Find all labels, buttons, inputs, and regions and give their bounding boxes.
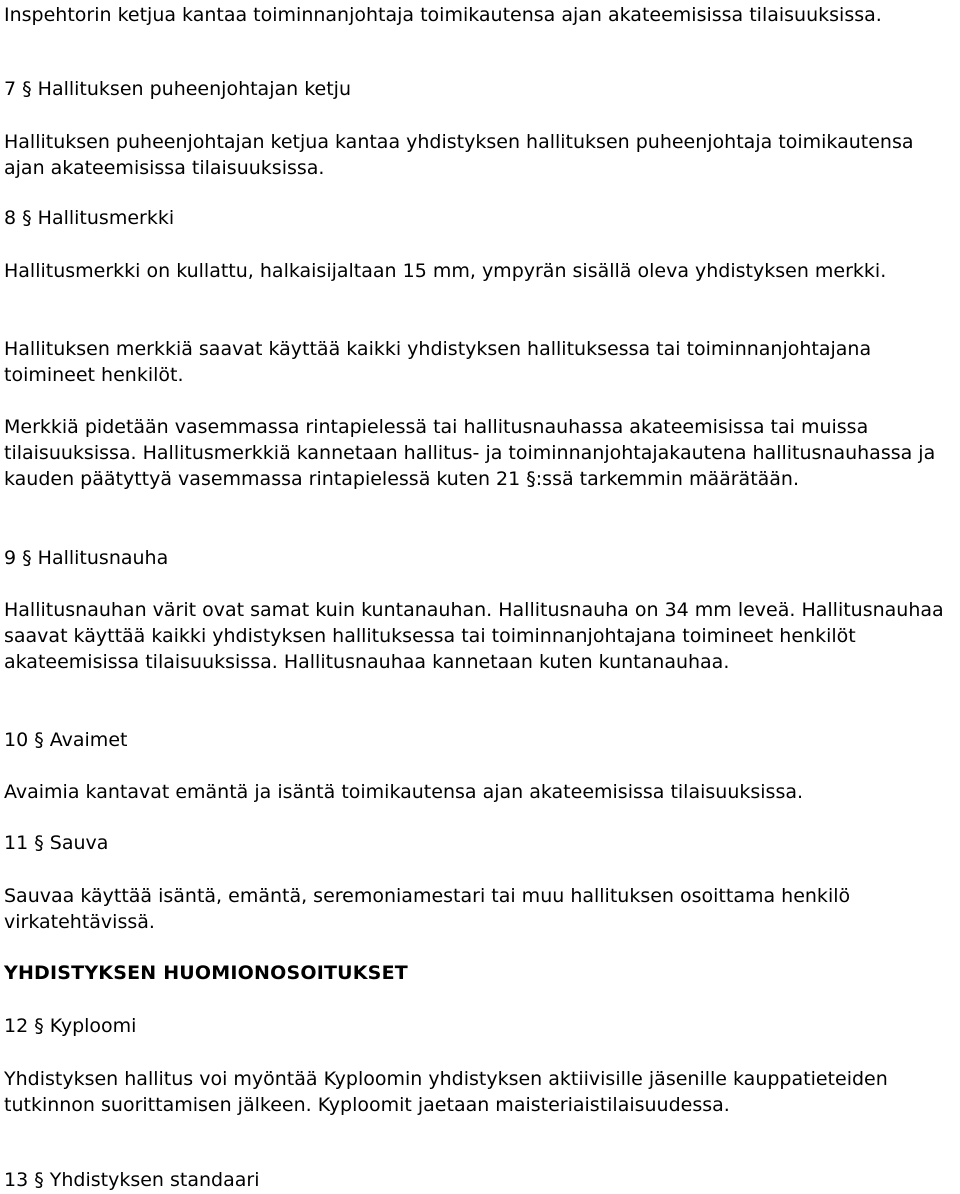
section-heading-8: 8 § Hallitusmerkki — [4, 207, 175, 229]
chapter-heading-huomionosoitukset: YHDISTYKSEN HUOMIONOSOITUKSET — [4, 962, 408, 984]
paragraph-hallitusmerkki-kuvaus: Hallitusmerkki on kullattu, halkaisijaltaan 15 mm, ympyrän sisällä oleva yhdistyksen merkki. — [4, 260, 887, 282]
section-heading-13: 13 § Yhdistyksen standaari — [4, 1169, 260, 1191]
section-heading-9: 9 § Hallitusnauha — [4, 547, 169, 569]
paragraph-inspehtori-ketju: Inspehtorin ketjua kantaa toiminnanjohtaja toimikautensa ajan akateemisissa tilaisuuksissa. — [4, 4, 882, 26]
paragraph-kyploomi: Yhdistyksen hallitus voi myöntää Kyploomin yhdistyksen aktiivisille jäsenille kauppatieteiden tutkinnon suorittamisen jälkeen. Kyploomit jaetaan maisteriaistilaisuudessa. — [4, 1068, 888, 1116]
paragraph-hallitusmerkki-kantaminen: Merkkiä pidetään vasemmassa rintapielessä tai hallitusnauhassa akateemisissa tai muissa tilaisuuksissa. Hallitusmerkkiä kannetaan hallitus- ja toiminnanjohtajakautena hallitusnauhassa ja kauden päätyttyä vasemmassa rintapielessä kuten 21 §:ssä tarkemmin määrätään. — [4, 416, 936, 490]
section-heading-12: 12 § Kyploomi — [4, 1015, 137, 1037]
paragraph-hallitusmerkki-kayttajat: Hallituksen merkkiä saavat käyttää kaikki yhdistyksen hallituksessa tai toiminnanjohtajana toimineet henkilöt. — [4, 338, 872, 386]
section-heading-11: 11 § Sauva — [4, 832, 109, 854]
paragraph-hallitusnauha: Hallitusnauhan värit ovat samat kuin kuntanauhan. Hallitusnauha on 34 mm leveä. Hallitusnauhaa saavat käyttää kaikki yhdistyksen hallituksessa tai toiminnanjohtajana toimineet henkilöt akateemisissa tilaisuuksissa. Hallitusnauhaa kannetaan kuten kuntanauhaa. — [4, 599, 944, 673]
paragraph-sauva: Sauvaa käyttää isäntä, emäntä, seremoniamestari tai muu hallituksen osoittama henkilö virkatehtävissä. — [4, 885, 851, 933]
section-heading-10: 10 § Avaimet — [4, 729, 128, 751]
paragraph-avaimet: Avaimia kantavat emäntä ja isäntä toimikautensa ajan akateemisissa tilaisuuksissa. — [4, 781, 804, 803]
paragraph-puheenjohtajan-ketju: Hallituksen puheenjohtajan ketjua kantaa yhdistyksen hallituksen puheenjohtaja toimikautensa ajan akateemisissa tilaisuuksissa. — [4, 131, 914, 179]
section-heading-7: 7 § Hallituksen puheenjohtajan ketju — [4, 78, 351, 100]
